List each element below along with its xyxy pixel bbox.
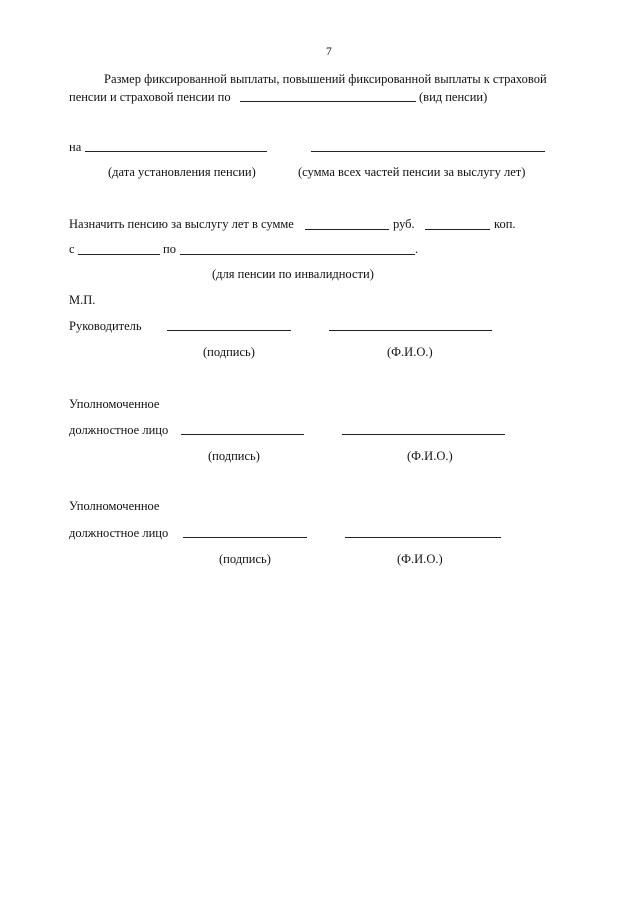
head-label: Руководитель (69, 319, 142, 333)
official2-name-caption: (Ф.И.О.) (397, 552, 443, 566)
intro-line-2: пенсии и страховой пенсии по (69, 90, 231, 104)
pension-type-caption: (вид пенсии) (419, 90, 488, 104)
kop-field[interactable] (425, 229, 490, 230)
to-date-field[interactable] (180, 254, 415, 255)
official1-name-field[interactable] (342, 434, 505, 435)
official1-name-caption: (Ф.И.О.) (407, 449, 453, 463)
intro-line-1: Размер фиксированной выплаты, повышений фиксированной выплаты к страховой (104, 72, 547, 86)
head-name-field[interactable] (329, 330, 492, 331)
rub-field[interactable] (305, 229, 389, 230)
pension-date-field[interactable] (85, 151, 267, 152)
to-label: по (163, 242, 176, 256)
head-name-caption: (Ф.И.О.) (387, 345, 433, 359)
pension-sum-field[interactable] (311, 151, 545, 152)
pension-type-field[interactable] (240, 101, 416, 102)
head-signature-field[interactable] (167, 330, 291, 331)
date-caption: (дата установления пенсии) (108, 165, 256, 179)
rub-label: руб. (393, 217, 415, 231)
official2-signature-field[interactable] (183, 537, 307, 538)
sum-caption: (сумма всех частей пенсии за выслугу лет) (298, 165, 526, 179)
assign-text: Назначить пенсию за выслугу лет в сумме (69, 217, 294, 231)
date-prefix: на (69, 140, 82, 154)
official2-name-field[interactable] (345, 537, 501, 538)
official1-label-line2: должностное лицо (69, 423, 169, 437)
head-signature-caption: (подпись) (203, 345, 255, 359)
from-label: с (69, 242, 75, 256)
official2-label-line1: Уполномоченное (69, 499, 160, 513)
official1-signature-caption: (подпись) (208, 449, 260, 463)
from-date-field[interactable] (78, 254, 160, 255)
official1-label-line1: Уполномоченное (69, 397, 160, 411)
page-number: 7 (326, 46, 332, 58)
kop-label: коп. (494, 217, 516, 231)
stamp-label: М.П. (69, 293, 96, 307)
official1-signature-field[interactable] (181, 434, 304, 435)
official2-signature-caption: (подпись) (219, 552, 271, 566)
official2-label-line2: должностное лицо (69, 526, 169, 540)
period-end: . (415, 242, 419, 256)
disability-caption: (для пенсии по инвалидности) (212, 267, 374, 281)
